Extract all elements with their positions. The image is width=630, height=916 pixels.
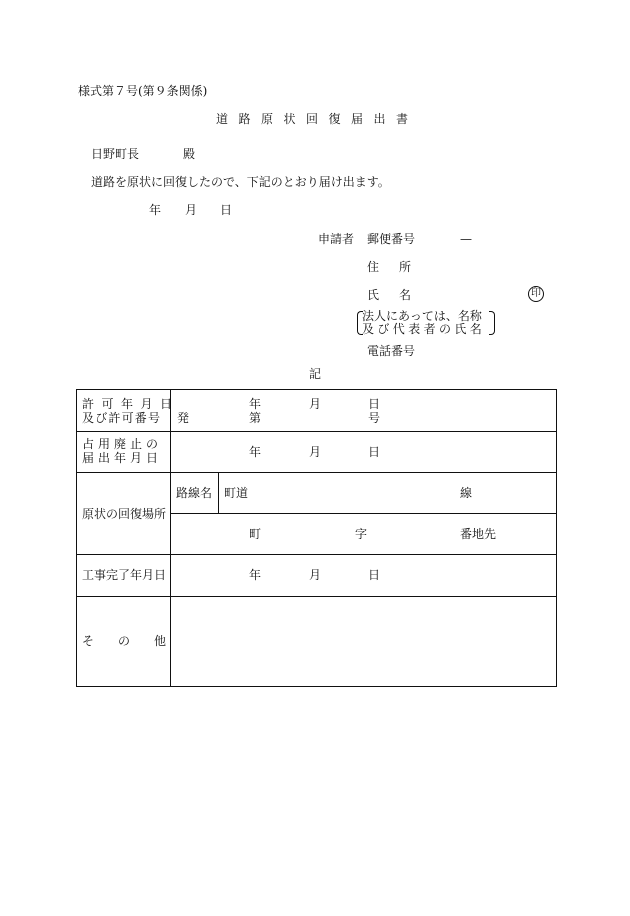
route-name-label: 路線名 <box>176 486 213 500</box>
aza: 字 <box>355 527 368 541</box>
row-completion-label: 工事完了年月日 <box>82 568 167 582</box>
abolition-month: 月 <box>309 445 322 459</box>
row-abolition-label-2: 届出年月日 <box>82 451 163 465</box>
table-row-divider <box>76 596 557 597</box>
permit-day: 日 <box>368 397 381 411</box>
phone-label: 電話番号 <box>367 344 416 358</box>
abolition-day: 日 <box>368 445 381 459</box>
intro-text: 道路を原状に回復したので、下記のとおり届け出ます。 <box>91 175 390 189</box>
row-permit-label-1 <box>82 397 180 411</box>
line-suffix: 線 <box>460 486 473 500</box>
applicant-label: 申請者 <box>318 232 355 246</box>
corporate-note-line-1: 法人にあっては、名称 <box>362 309 482 323</box>
banchi: 番地先 <box>460 527 497 541</box>
town-road: 町道 <box>224 486 249 500</box>
row-permit-label-2: 及び許可番号 <box>82 411 162 425</box>
table-border-bottom <box>76 686 557 687</box>
postal-code-dash: — <box>460 232 472 246</box>
table-row-divider <box>76 472 557 473</box>
document-title: 道路原状回復届出書 <box>216 112 419 126</box>
table-border-top <box>76 389 557 390</box>
row-other-label: そ の 他 <box>82 634 173 648</box>
permit-month: 月 <box>309 397 322 411</box>
permit-dai: 第 <box>249 411 262 425</box>
route-name-divider <box>218 472 219 514</box>
completion-year: 年 <box>249 568 262 582</box>
ki-heading: 記 <box>309 367 322 381</box>
submit-day: 日 <box>220 203 233 217</box>
permit-year: 年 <box>249 397 262 411</box>
table-row-divider <box>76 554 557 555</box>
completion-month: 月 <box>309 568 322 582</box>
addressee: 日野町長 <box>91 147 140 161</box>
postal-code-label: 郵便番号 <box>367 232 416 246</box>
seal-mark: 印 <box>528 286 544 302</box>
permit-issue: 発 <box>177 411 190 425</box>
corporate-note-line-2: 及び代表者の氏名 <box>362 322 486 336</box>
name-label: 氏 名 <box>367 288 416 302</box>
honorific: 殿 <box>183 147 196 161</box>
label-text: 許可年月日 <box>82 397 180 411</box>
submit-year: 年 <box>149 203 162 217</box>
permit-go: 号 <box>368 411 381 425</box>
table-border-left <box>76 389 77 687</box>
machi: 町 <box>249 527 262 541</box>
table-subrow-divider <box>170 513 557 514</box>
corporate-note-bracket-right <box>489 311 495 335</box>
submit-month: 月 <box>185 203 198 217</box>
abolition-year: 年 <box>249 445 262 459</box>
form-number: 様式第７号(第９条関係) <box>78 84 208 98</box>
table-border-right <box>556 389 557 687</box>
row-abolition-label-1: 占用廃止の <box>82 437 163 451</box>
table-row-divider <box>76 431 557 432</box>
completion-day: 日 <box>368 568 381 582</box>
row-location-label: 原状の回復場所 <box>82 507 167 521</box>
address-label: 住 所 <box>367 260 416 274</box>
